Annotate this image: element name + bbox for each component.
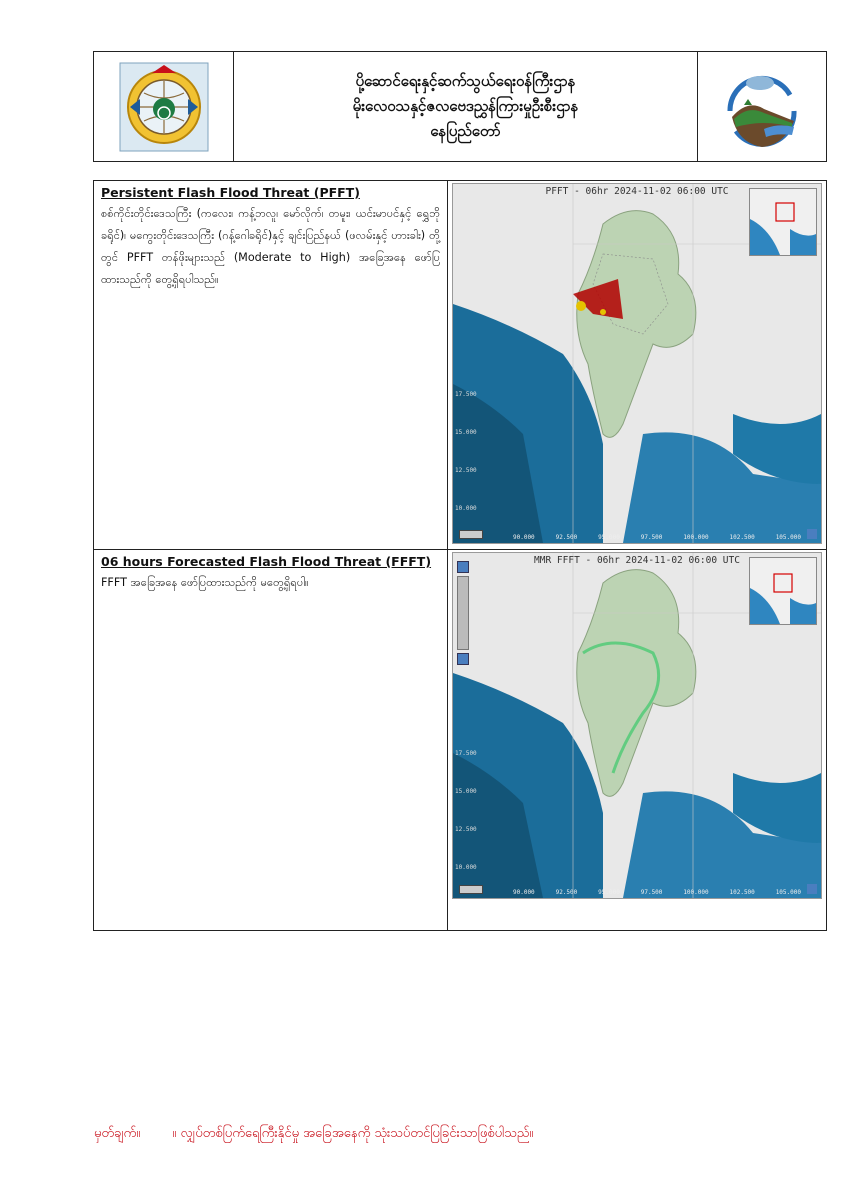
right-logo-cell bbox=[698, 52, 826, 161]
pfft-map-cell bbox=[448, 181, 826, 549]
pfft-x-tick: 97.500 bbox=[640, 534, 663, 541]
pfft-x-tick: 92.500 bbox=[555, 534, 578, 541]
header-title-cell bbox=[234, 52, 698, 161]
scale-bar bbox=[459, 885, 483, 894]
footer-note-label: မှတ်ချက်။ bbox=[94, 1126, 141, 1141]
scale-bar bbox=[459, 530, 483, 539]
zoom-in-button[interactable] bbox=[457, 561, 469, 573]
inset-map-graphic bbox=[750, 189, 816, 255]
pfft-map-label: PFFT - 06hr 2024-11-02 06:00 UTC bbox=[545, 186, 729, 197]
pfft-x-tick: 102.500 bbox=[729, 534, 755, 541]
ministry-name: ပို့ဆောင်ရေးနှင့်ဆက်သွယ်ရေးဝန်ကြီးဌာန bbox=[355, 72, 576, 90]
department-name: မိုးလေဝသနှင့်ဇလဗေဒညွှန်ကြားမှုဦးစီးဌာန bbox=[352, 97, 579, 115]
ffft-map[interactable] bbox=[452, 552, 822, 899]
ffft-x-tick: 97.500 bbox=[640, 889, 663, 896]
zoom-control bbox=[457, 561, 467, 668]
ffft-y-tick: 12.500 bbox=[455, 826, 477, 833]
ffft-overview-inset bbox=[749, 557, 817, 625]
inset-map-graphic bbox=[750, 558, 816, 624]
ffft-map-cell bbox=[448, 550, 826, 930]
pfft-description: စစ်ကိုင်းတိုင်းဒေသကြီး (ကလေး၊ ကန့်ဘလူ၊ မော်လိုက်၊ တမူး၊ ယင်းမာပင်နှင့် ရွှေဘိုခရိုင်)၊ မကွေးတိုင်းဒေသကြီး (ဂန့်ဂေါခရိုင်)နှင့် ချင်းပြည်နယ် (ဖလမ်းနှင့် ဟားခါး) တို့တွင် PFFT တန်ဖိုးများသည် (Moderate to High) အခြေအနေ ဖော်ပြထားသည်ကို တွေ့ရှိရပါသည်။ bbox=[101, 207, 440, 286]
pfft-x-tick: 90.000 bbox=[513, 534, 535, 541]
pfft-y-tick: 15.000 bbox=[455, 429, 477, 436]
zoom-out-button[interactable] bbox=[457, 653, 469, 665]
ffft-row bbox=[94, 550, 826, 930]
header-table bbox=[93, 51, 827, 162]
ffft-map-label: MMR FFFT - 06hr 2024-11-02 06:00 UTC bbox=[534, 555, 740, 566]
pfft-x-axis bbox=[513, 534, 801, 541]
ffft-x-tick: 100.000 bbox=[683, 889, 709, 896]
pfft-y-tick: 10.000 bbox=[455, 505, 477, 512]
footer-note bbox=[94, 1125, 533, 1144]
hydrological-cycle-icon bbox=[714, 59, 810, 155]
left-logo-cell bbox=[94, 52, 234, 161]
ffft-description: FFFT အခြေအနေ ဖော်ပြထားသည်ကို မတွေ့ရှိရပါ။ bbox=[101, 576, 309, 589]
ffft-x-tick: 102.500 bbox=[729, 889, 755, 896]
zoom-slider[interactable] bbox=[457, 576, 469, 650]
ffft-y-tick: 17.500 bbox=[455, 750, 477, 757]
pfft-y-tick: 12.500 bbox=[455, 467, 477, 474]
content-table bbox=[93, 180, 827, 931]
ffft-title: 06 hours Forecasted Flash Flood Threat (FFFT) bbox=[101, 554, 432, 569]
pfft-row bbox=[94, 181, 826, 550]
pfft-y-tick: 17.500 bbox=[455, 391, 477, 398]
ministry-emblem-icon bbox=[116, 59, 212, 155]
pfft-title: Persistent Flash Flood Threat (PFFT) bbox=[101, 185, 360, 200]
ffft-x-tick: 95.000 bbox=[598, 889, 620, 896]
pfft-map[interactable] bbox=[452, 183, 822, 544]
city-name: နေပြည်တော် bbox=[430, 122, 501, 140]
ffft-x-tick: 105.000 bbox=[775, 889, 801, 896]
info-icon[interactable] bbox=[807, 884, 817, 894]
footer-note-text: ။ လျှပ်တစ်ပြက်ရေကြီးနိုင်မှု အခြေအနေကို သုံးသပ်တင်ပြခြင်းသာဖြစ်ပါသည်။ bbox=[172, 1126, 534, 1141]
pfft-x-tick: 105.000 bbox=[775, 534, 801, 541]
ffft-y-tick: 15.000 bbox=[455, 788, 477, 795]
pfft-x-tick: 95.000 bbox=[598, 534, 620, 541]
ffft-y-tick: 10.000 bbox=[455, 864, 477, 871]
ffft-x-tick: 90.000 bbox=[513, 889, 535, 896]
ffft-text-cell bbox=[94, 550, 448, 930]
pfft-text-cell bbox=[94, 181, 448, 549]
pfft-x-tick: 100.000 bbox=[683, 534, 709, 541]
pfft-overview-inset bbox=[749, 188, 817, 256]
ffft-x-tick: 92.500 bbox=[555, 889, 578, 896]
info-icon[interactable] bbox=[807, 529, 817, 539]
ffft-x-axis bbox=[513, 889, 801, 896]
